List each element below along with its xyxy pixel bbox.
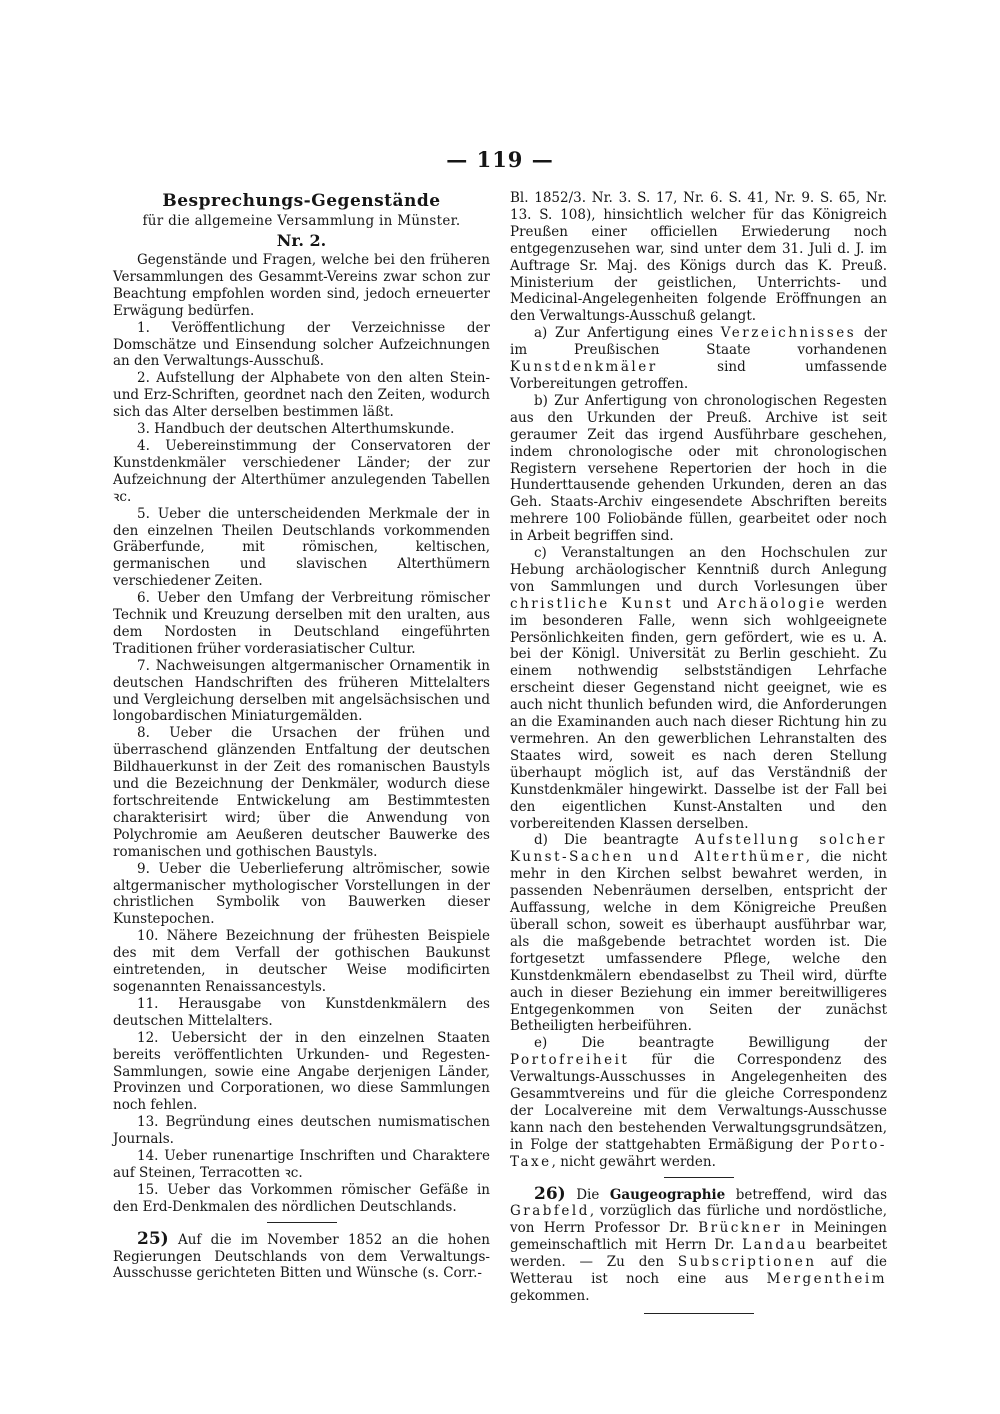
point-b: b) Zur Anfertigung von chronologischen Regesten aus den Urkunden der Preuß. Archive ist seit geraumer Zeit das irgend Ausführbare geschehen, indem chronologische oder mit chronologischen Registern versehene Repertorien der hoch in die Hunderttausende gehenden Urkunden, deren an das Geh. Staats-Archiv eingesendete Abschriften bereits mehrere 100 Foliobände füllen, gearbeitet oder noch in Arbeit begriffen sind. [510,392,887,545]
section-heading: Besprechungs-Gegenstände [162,191,441,211]
list-item: 7. Nachweisungen altgermanischer Ornamentik in deutschen Handschriften des früheren Mittelalters und Vergleichung derselben mit angelsächsischen und longobardischen Miniaturgemälden. [113,657,490,725]
spaced-term: christliche Kunst [510,595,674,612]
continuation-paragraph: Bl. 1852/3. Nr. 3. S. 17, Nr. 6. S. 41, Nr. 9. S. 65, Nr. 13. S. 108), hinsichtlich welcher für das Königreich Preußen einer officiellen Erwiederung noch entgegenzusehen war, sind unter dem 31. Juli d. J. im Auftrage Sr. Maj. des Königs durch das K. Preuß. Ministerium der geistlichen, Unterrichts- und Medicinal-Angelegenheiten folgende Eröffnungen an den Verwaltungs-Ausschuß gelangt. [510,190,887,325]
list-item: 12. Uebersicht der in den einzelnen Staaten bereits veröffentlichten Urkunden- und Regesten-Sammlungen, sowie eine Angabe derjenigen Länder, Provinzen und Corporationen, wo diese Sammlungen noch fehlen. [113,1029,490,1114]
paragraph-26: 26) Die Gaugeographie betreffend, wird das Grabfeld, vorzüglich das fürliche und nordöstliche, von Herrn Professor Dr. Brückner in Meiningen gemeinschaftlich mit Herrn Dr. Landau bearbeitet werden. — Zu den Subscriptionen auf die Wetterau ist noch eine aus Mergentheim gekommen. [510,1183,888,1304]
section-divider [664,1177,734,1178]
intro-paragraph: Gegenstände und Fragen, welche bei den früheren Versammlungen des Gesammt-Vereins zwar schon zur Beachtung empfohlen worden sind, jedoch erneuerter Erwägung bedürfen. [113,252,490,319]
section-number: Nr. 2. [276,231,327,250]
point-a: a) Zur Anfertigung eines Verzeichnisses der im Preußischen Staate vorhandenen Kunstdenkmäler sind umfassende Vorbereitungen getroffen. [510,325,887,392]
point-d: d) Die beantragte Aufstellung solcher Kunst-Sachen und Alterthümer, die nicht mehr in den Kirchen selbst bewahret werden, in passenden Nebenräumen derselben, entspricht der Auffassung, welche in dem Königreiche Preußen überall schon, soweit es überhaupt ausführbar war, als die maßgebende betrachtet worden ist. Die fortgesetzt umfassendere Pflege, welche den Kunstdenkmälern ebendaselbst zu Theil wird, dürfte auch in dieser Beziehung ein immer bereitwilligeres Entgegenkommen von Seiten der zunächst Betheiligten herbeiführen. [510,832,888,1035]
paragraph-number: 26) [534,1183,566,1204]
left-column [113,190,490,1282]
spaced-term: Verzeichnisses [720,325,857,342]
end-divider [644,1313,754,1314]
spaced-term: Portofreiheit [510,1052,630,1069]
list-item: 14. Ueber runenartige Inschriften und Charaktere auf Steinen, Terracotten ꝛc. [113,1148,490,1181]
paragraph-25 [113,1228,490,1283]
list-item: 3. Handbuch der deutschen Alterthumskunde. [137,421,455,438]
section-divider [267,1222,337,1223]
list-item: 10. Nähere Bezeichnung der frühesten Beispiele des mit dem Verfall der gothischen Baukunst eintretenden, in deutscher Weise modificirten sogenannten Renaissancestyls. [113,928,490,995]
paragraph-number: 25) [137,1228,169,1249]
list-item: 9. Ueber die Ueberlieferung altrömischer, sowie altgermanischer mythologischer Vorstellungen in der christlichen Symbolik von Bauwerken dieser Kunstepochen. [113,860,490,928]
point-e: e) Die beantragte Bewilligung der Portofreiheit für die Correspondenz des Verwaltungs-Ausschusses in Angelegenheiten des Gesammtvereins und für die gleiche Correspondenz der Localvereine mit dem Verwaltungs-Ausschusse kann nach den bestehenden Verwaltungsgrundsätzen, in Folge der stattgehabten Ermäßigung der Porto-Taxe, nicht gewährt werden. [510,1035,887,1170]
topic-title: Gaugeographie [609,1186,726,1203]
list-item: 4. Uebereinstimmung der Conservatoren der Kunstdenkmäler verschiedener Länder; der zur Aufzeichnung der Alterthümer anzulegenden Tabellen ꝛc. [113,437,490,505]
spaced-term: Kunstdenkmäler [510,359,658,376]
list-item: 6. Ueber den Umfang der Verbreitung römischer Technik und Kreuzung derselben mit den uralten, aus dem Nordosten in Deutschland eingeführten Traditionen früher vorderasiatischer Cultur. [113,590,490,657]
list-item: 1. Veröffentlichung der Verzeichnisse der Domschätze und Einsendung solcher Aufzeichnungen an den Verwaltungs-Ausschuß. [113,319,490,370]
list-item: 15. Ueber das Vorkommen römischer Gefäße in den Erd-Denkmalen des nördlichen Deutschlands. [113,1181,490,1215]
list-item: 8. Ueber die Ursachen der frühen und überraschend glänzenden Entfaltung der deutschen Bildhauerkunst in der Zeit des romanischen Baustyls und die Bezeichnung der Denkmäler, wodurch diese fortschreitende Entwickelung am Bestimmtesten charakterisirt wird; über die Anwendung von Polychromie am Aeußeren deutscher Bauwerke des romanischen und gothischen Baustyls. [113,725,490,860]
page-number: — 119 — [446,147,554,172]
spaced-term: Archäologie [717,595,827,612]
list-item: 13. Begründung eines deutschen numismatischen Journals. [113,1114,490,1148]
spaced-term: Porto-Taxe [510,1136,887,1170]
right-column [510,190,887,1314]
list-item: 11. Herausgabe von Kunstdenkmälern des deutschen Mittelalters. [113,995,490,1029]
point-c: c) Veranstaltungen an den Hochschulen zur Hebung archäologischer Kenntniß durch Anlegung von Sammlungen und durch Vorlesungen über christliche Kunst und Archäologie werden im besonderen Falle, wenn sich wohlgeeignete Persönlichkeiten finden, gern gefördert, wie es u. A. bei der Königl. Universität zu Berlin geschieht. Zu einem nothwendig selbstständigen Lehrfache erscheint dieser Gegenstand nicht geeignet, wie es auch nicht thunlich befunden wird, die Anforderungen an die Examinanden auch nach dieser Richtung hin zu vermehren. An den gewerblichen Lehranstalten des Staates wird, soweit es nach deren Stellung überhaupt möglich ist, auf das Verständniß der Kunstdenkmäler hingewirkt. Dasselbe ist der Fall bei den eigentlichen Kunst-Anstalten und den vorbereitenden Klassen derselben. [510,545,887,832]
spaced-term: Aufstellung solcher Kunst-Sachen und Alterthümer [510,832,887,866]
list-item: 2. Aufstellung der Alphabete von den alten Stein- und Erz-Schriften, geordnet nach den Zeiten, wodurch sich das Alter derselben bestimmen läßt. [113,370,490,421]
paragraph-text: Auf die im November 1852 an die hohen Regierungen Deutschlands von dem Verwaltungs-Ausschusse gerichteten Bitten und Wünsche (s. Corr.- [113,1231,490,1282]
list-item: 5. Ueber die unterscheidenden Merkmale der in den einzelnen Theilen Deutschlands vorkommenden Gräberfunde, mit römischen, keltischen, germanischen und slavischen Alterthümern verschiedener Zeiten. [113,505,490,590]
section-subheading: für die allgemeine Versammlung in Münster. [142,213,461,229]
